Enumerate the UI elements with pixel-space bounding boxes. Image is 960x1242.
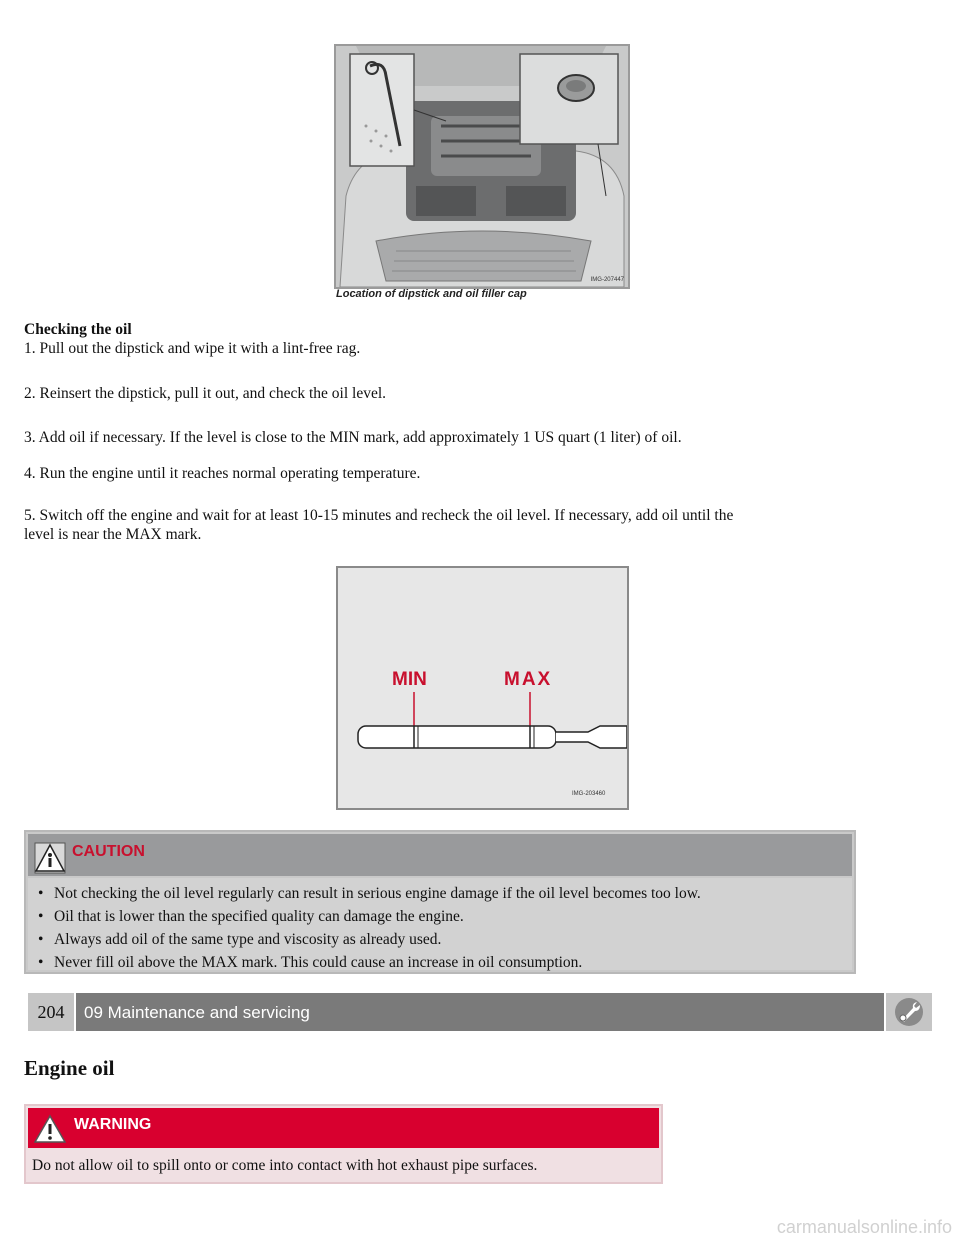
- section-heading: Checking the oil: [24, 321, 132, 338]
- caution-body: [28, 878, 852, 970]
- watermark: carmanualsonline.info: [776, 1217, 952, 1237]
- caution-title: CAUTION: [72, 843, 145, 860]
- list-item: • Not checking the oil level regularly can result in serious engine damage if the oil level becomes too low.: [38, 882, 701, 905]
- step-3: 3. Add oil if necessary. If the level is close to the MIN mark, add approximately 1 US quart (1 liter) of oil.: [24, 429, 682, 446]
- engine-bay-illustration: [334, 44, 630, 289]
- caution-box: [24, 830, 856, 974]
- engine-bay-drawing: [336, 46, 628, 287]
- max-label: MAX: [504, 669, 553, 690]
- list-item: • Oil that is lower than the specified quality can damage the engine.: [38, 905, 701, 928]
- step-1: 1. Pull out the dipstick and wipe it with a lint-free rag.: [24, 340, 361, 357]
- page-title: Engine oil: [24, 1056, 115, 1080]
- caution-header: [28, 834, 852, 876]
- step-5-line-2: level is near the MAX mark.: [24, 526, 202, 543]
- min-label: MIN: [392, 669, 427, 690]
- step-4: 4. Run the engine until it reaches normal operating temperature.: [24, 465, 421, 482]
- list-item: • Never fill oil above the MAX mark. This could cause an increase in oil consumption.: [38, 951, 701, 974]
- list-item: • Always add oil of the same type and viscosity as already used.: [38, 928, 701, 951]
- warning-title: WARNING: [74, 1116, 152, 1133]
- section-bar: [76, 993, 884, 1031]
- step-2: 2. Reinsert the dipstick, pull it out, and check the oil level.: [24, 385, 387, 402]
- wrench-icon: [886, 993, 932, 1031]
- info-icon: [34, 842, 66, 874]
- figure-caption: Location of dipstick and oil filler cap: [336, 288, 527, 300]
- warning-triangle-icon: [34, 1114, 66, 1144]
- dipstick-drawing: [338, 568, 627, 808]
- dipstick-illustration: [336, 566, 629, 810]
- warning-header: [28, 1108, 659, 1148]
- caution-list: [38, 882, 701, 974]
- warning-text: Do not allow oil to spill onto or come into contact with hot exhaust pipe surfaces.: [32, 1157, 538, 1174]
- warning-box: [24, 1104, 663, 1184]
- figure-image-code: IMG-203460: [572, 791, 606, 797]
- step-5-line-1: 5. Switch off the engine and wait for at least 10-15 minutes and recheck the oil level. If necessary, add oil until the: [24, 507, 734, 524]
- page-number: 204: [28, 993, 74, 1031]
- page-footer: [24, 993, 934, 1033]
- section-title: 09 Maintenance and servicing: [84, 1003, 310, 1022]
- figure-image-code: IMG-207447: [590, 277, 624, 283]
